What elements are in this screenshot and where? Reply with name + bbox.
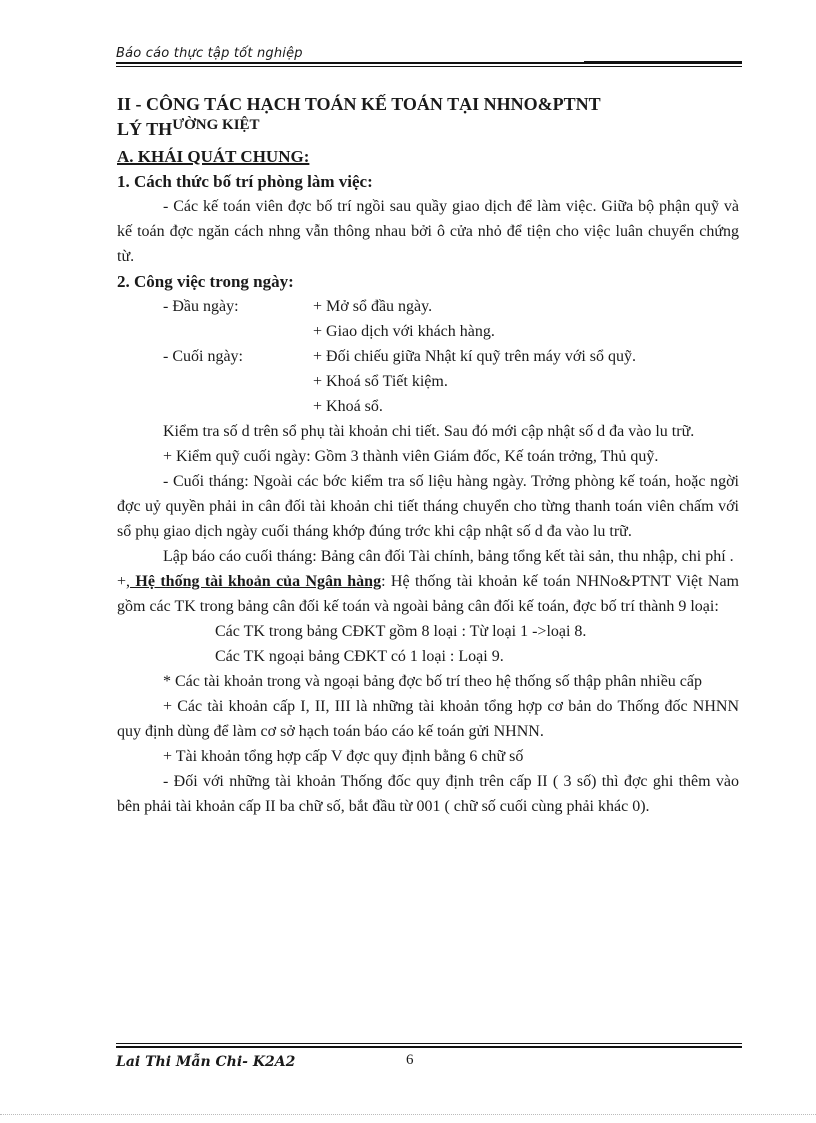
monthly-report-text: Bảng cân đối Tài chính, bảng tổng kết tài sản, thu nhập, chi phí . bbox=[316, 548, 734, 565]
account-type-line: Các TK ngoại bảng CĐKT có 1 loại : Loại 9. bbox=[215, 648, 504, 665]
paragraph-level-accounts: + Các tài khoản cấp I, II, III là những tài khoản tổng hợp cơ bản do Thống đốc NHNN quy định dùng để làm cơ sở hạch toán báo cáo kế toán gửi NHNN. bbox=[117, 698, 739, 740]
schedule-row bbox=[117, 394, 739, 419]
page-body bbox=[117, 92, 739, 819]
section-1-heading: 1. Cách thức bố trí phòng làm việc: bbox=[117, 172, 373, 191]
monthly-report-label: Lập báo cáo cuối tháng: bbox=[163, 548, 317, 565]
chapter-title-line2 bbox=[117, 117, 739, 144]
page-number: 6 bbox=[406, 1052, 414, 1068]
title-part-b: ƯỜNG KIỆT bbox=[172, 117, 260, 133]
running-header: Báo cáo thực tập tốt nghiệp bbox=[116, 46, 303, 61]
schedule-task: + Đối chiếu giữa Nhật kí quỹ trên máy với sổ quỹ. bbox=[313, 348, 636, 365]
paragraph-level-v: + Tài khoản tổng hợp cấp V đợc quy định bằng 6 chữ số bbox=[163, 748, 524, 765]
schedule-row bbox=[117, 344, 739, 369]
footer-rule bbox=[116, 1046, 742, 1048]
schedule-time bbox=[117, 369, 313, 394]
section-1-paragraph: - Các kế toán viên đợc bố trí ngồi sau quầy giao dịch để làm việc. Giữa bộ phận quỹ và kế toán đợc ngăn cách nhng vẫn thông nhau bởi ô cửa nhỏ để tiện cho việc luân chuyển chứng từ. bbox=[117, 198, 739, 265]
title-part-a: LÝ TH bbox=[117, 119, 173, 139]
schedule-task: + Khoá sổ. bbox=[313, 398, 383, 415]
paragraph-level-ii: - Đối với những tài khoản Thống đốc quy định trên cấp II ( 3 số) thì đợc ghi thêm vào bên phải tài khoản cấp II ba chữ số, bắt đầu từ 001 ( chữ số cuối cùng phải khác 0). bbox=[117, 773, 739, 815]
footer-author: Lai Thi Mẫn Chi- K2A2 bbox=[116, 1054, 296, 1070]
schedule-time bbox=[117, 394, 313, 419]
chapter-title: II - CÔNG TÁC HẠCH TOÁN KẾ TOÁN TẠI NHNO&PTNT bbox=[117, 94, 601, 114]
paragraph-month-end: - Cuối tháng: Ngoài các bớc kiểm tra số liệu hàng ngày. Trởng phòng kế toán, hoặc ngời đợc uỷ quyền phải in cân đối tài khoản chi tiết tháng chuyển cho từng thanh toán viên chấm với sổ phụ giao dịch ngày cuối tháng khớp đúng trớc khi cập nhật số d đa vào lu trữ. bbox=[117, 473, 739, 540]
account-system-label: Hệ thống tài khoản của Ngân hàng bbox=[130, 573, 382, 590]
schedule-task: + Khoá sổ Tiết kiệm. bbox=[313, 373, 448, 390]
schedule-row bbox=[117, 319, 739, 344]
paragraph-balance-check: Kiểm tra số d trên sổ phụ tài khoản chi tiết. Sau đó mới cập nhật số d đa vào lu trữ. bbox=[163, 423, 695, 440]
section-2-heading: 2. Công việc trong ngày: bbox=[117, 272, 294, 291]
schedule-row bbox=[117, 369, 739, 394]
section-a-heading: A. KHÁI QUÁT CHUNG: bbox=[117, 147, 310, 166]
account-system-text: : Hệ thống tài khoản kế toán NHNo&PTNT Việt Nam gồm các TK trong bảng cân đối kế toán và ngoài bảng cân đối kế toán, đợc bố trí thành 9 loại: bbox=[117, 573, 739, 615]
account-type-line: Các TK trong bảng CĐKT gồm 8 loại : Từ loại 1 ->loại 8. bbox=[215, 623, 587, 640]
schedule-row bbox=[117, 294, 739, 319]
account-system-prefix: +, bbox=[117, 573, 131, 590]
header-rule-thin bbox=[116, 66, 742, 67]
page-bottom-dots bbox=[0, 1114, 816, 1116]
paragraph-monthly-report bbox=[117, 544, 739, 569]
paragraph-account-system bbox=[117, 569, 739, 619]
schedule-time: - Đầu ngày: bbox=[163, 298, 239, 315]
schedule-time: - Cuối ngày: bbox=[163, 348, 243, 365]
paragraph-decimal-system: * Các tài khoản trong và ngoại bảng đợc bố trí theo hệ thống số thập phân nhiều cấp bbox=[163, 673, 702, 690]
schedule-time bbox=[117, 319, 313, 344]
header-rule bbox=[116, 62, 742, 64]
schedule-task: + Giao dịch với khách hàng. bbox=[313, 323, 495, 340]
paragraph-cash-check: + Kiểm quỹ cuối ngày: Gồm 3 thành viên Giám đốc, Kế toán trởng, Thủ quỹ. bbox=[163, 448, 659, 465]
footer-rule-thin bbox=[116, 1043, 742, 1044]
schedule-task: + Mở sổ đầu ngày. bbox=[313, 298, 433, 315]
